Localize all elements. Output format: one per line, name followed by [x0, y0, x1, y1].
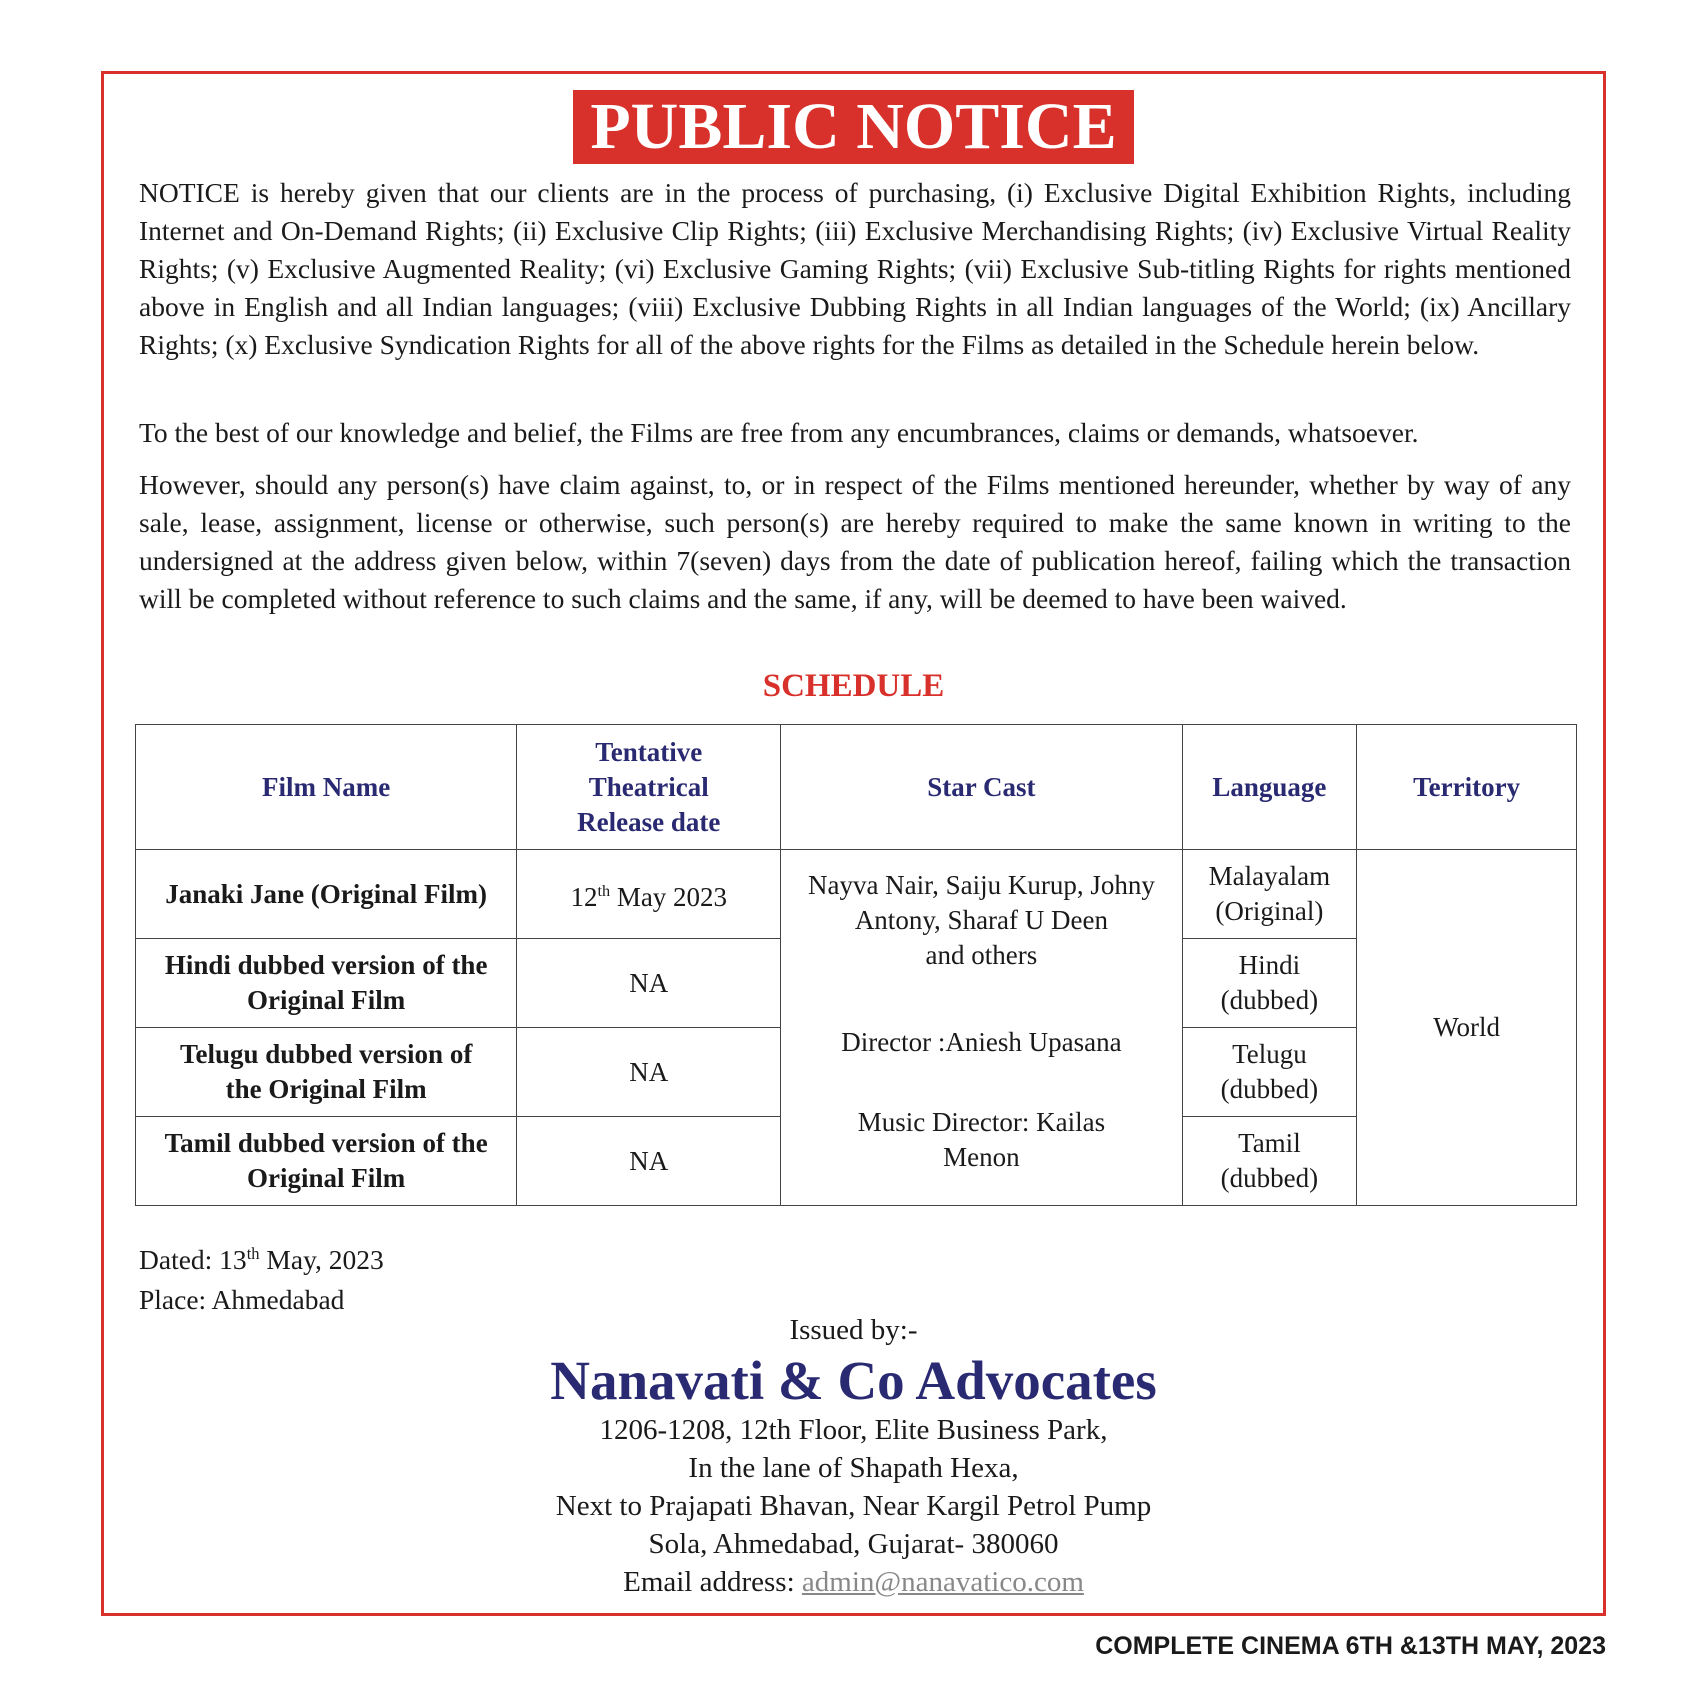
language-line: (Original): [1215, 896, 1324, 926]
territory-cell: World: [1357, 850, 1577, 1206]
email-line: [104, 1563, 1603, 1601]
release-day-suffix: th: [597, 881, 611, 900]
header-release-line2: Theatrical: [588, 771, 709, 802]
cast-list: [787, 868, 1175, 973]
music-line: Music Director: Kailas: [857, 1107, 1106, 1137]
schedule-header-row: [136, 725, 1577, 850]
cast-line: Antony, Sharaf U Deen: [854, 905, 1108, 935]
language-line: (dubbed): [1220, 1074, 1319, 1104]
language-line: (dubbed): [1220, 1163, 1319, 1193]
header-language: Language: [1182, 725, 1357, 850]
film-line: Original Film: [247, 985, 406, 1015]
language-line: (dubbed): [1220, 985, 1319, 1015]
language-line: Hindi: [1238, 950, 1301, 980]
language-line: Tamil: [1238, 1128, 1301, 1158]
film-line: Tamil dubbed version of the: [164, 1128, 488, 1158]
film-name-cell: [136, 1117, 517, 1206]
publication-footer: COMPLETE CINEMA 6TH &13TH MAY, 2023: [1095, 1632, 1606, 1660]
schedule-table: [135, 724, 1577, 1206]
header-territory: Territory: [1357, 725, 1577, 850]
table-row: [136, 850, 1577, 939]
film-line: the Original Film: [225, 1074, 427, 1104]
film-line: Original Film: [247, 1163, 406, 1193]
header-release-line1: Tentative: [595, 736, 703, 767]
firm-address: [104, 1411, 1603, 1601]
title-wrap: [104, 90, 1603, 164]
director-line: Director :Aniesh Upasana: [841, 1027, 1122, 1057]
email-link[interactable]: admin@nanavatico.com: [801, 1566, 1084, 1598]
address-line: 1206-1208, 12th Floor, Elite Business Park,: [599, 1414, 1108, 1446]
notice-paragraph-claims: However, should any person(s) have claim against, to, or in respect of the Films mentioned hereunder, whether by way of any sale, lease, assignment, license or otherwise, such person(s) are hereby required to make the same known in writing to the undersigned at the address given below, within 7(seven) days from the date of publication hereof, failing which the transaction will be completed without reference to such claims and the same, if any, will be deemed to have been waived.: [139, 469, 1571, 614]
header-release-date: [517, 725, 781, 850]
language-line: Telugu: [1232, 1039, 1307, 1069]
release-month-year: May 2023: [610, 881, 728, 912]
language-cell: [1182, 1028, 1357, 1117]
email-label: Email address:: [623, 1566, 802, 1598]
cast-line: Nayva Nair, Saiju Kurup, Johny: [807, 870, 1155, 900]
address-line: Sola, Ahmedabad, Gujarat- 380060: [648, 1528, 1059, 1560]
release-date-cell: [517, 850, 781, 939]
cast-line: and others: [925, 940, 1038, 970]
film-name-cell: [136, 939, 517, 1028]
music-director: [787, 1105, 1175, 1175]
release-date-cell: NA: [517, 939, 781, 1028]
address-line: In the lane of Shapath Hexa,: [688, 1452, 1019, 1484]
film-name-cell: [136, 1028, 517, 1117]
place-line: Place: Ahmedabad: [139, 1284, 345, 1316]
music-line: Menon: [943, 1142, 1020, 1172]
header-film-name: Film Name: [136, 725, 517, 850]
date-place-block: [139, 1234, 384, 1320]
header-release-line3: Release date: [577, 806, 721, 837]
schedule-title: SCHEDULE: [762, 668, 945, 704]
release-date-cell: NA: [517, 1117, 781, 1206]
film-name-cell: Janaki Jane (Original Film): [136, 850, 517, 939]
header-star-cast: Star Cast: [781, 725, 1182, 850]
release-date-cell: NA: [517, 1028, 781, 1117]
address-line: Next to Prajapati Bhavan, Near Kargil Petrol Pump: [555, 1490, 1152, 1522]
firm-name: Nanavati & Co Advocates: [550, 1350, 1157, 1411]
star-cast-cell: [781, 850, 1182, 1206]
language-line: Malayalam: [1208, 861, 1331, 891]
language-cell: [1182, 850, 1357, 939]
notice-title: PUBLIC NOTICE: [573, 90, 1133, 164]
release-day: 12: [570, 881, 598, 912]
notice-paragraph-rights: NOTICE is hereby given that our clients are in the process of purchasing, (i) Exclusive Digital Exhibition Rights, including Internet and On-Demand Rights; (ii) Exclusive Clip Rights; (iii) Exclusive Merchandising Rights; (iv) Exclusive Virtual Reality Rights; (v) Exclusive Augmented Reality; (vi) Exclusive Gaming Rights; (vii) Exclusive Sub-titling Rights for rights mentioned above in English and all Indian languages; (viii) Exclusive Dubbing Rights in all Indian languages of the World; (ix) Ancillary Rights; (x) Exclusive Syndication Rights for all of the above rights for the Films as detailed in the Schedule herein below.: [139, 177, 1571, 360]
language-cell: [1182, 1117, 1357, 1206]
film-line: Hindi dubbed version of the: [164, 950, 488, 980]
dated-prefix: Dated: 13: [139, 1244, 247, 1276]
film-line: Telugu dubbed version of: [179, 1039, 473, 1069]
dated-rest: May, 2023: [259, 1244, 384, 1276]
notice-paragraph-belief: To the best of our knowledge and belief, the Films are free from any encumbrances, claims or demands, whatsoever.: [139, 417, 1419, 448]
dated-line: [139, 1234, 384, 1280]
notice-frame: [101, 71, 1606, 1616]
language-cell: [1182, 939, 1357, 1028]
issued-by: Issued by:-: [789, 1314, 918, 1346]
dated-suffix: th: [246, 1244, 260, 1263]
